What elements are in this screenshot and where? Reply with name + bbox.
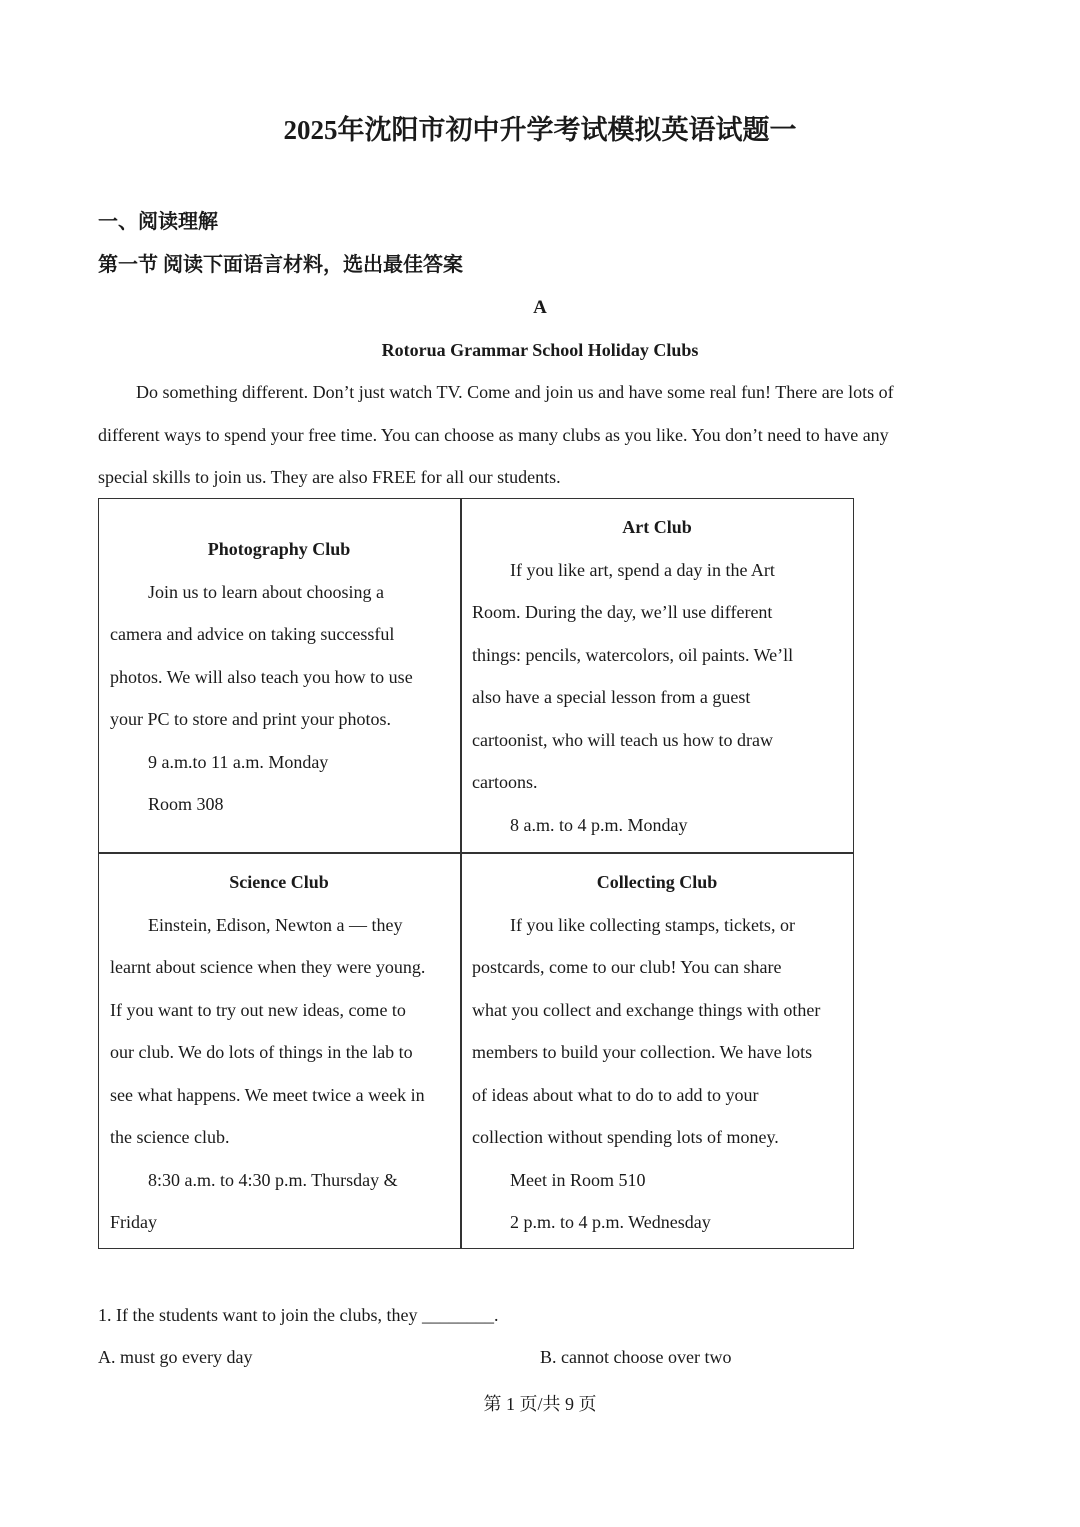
club-text-line: Einstein, Edison, Newton a — they	[148, 914, 403, 935]
club-text-line: cartoonist, who will teach us how to draw	[472, 729, 773, 750]
club-text-line: Room. During the day, we’ll use different	[472, 602, 773, 622]
table-divider-horizontal	[98, 852, 854, 854]
section-heading: 一、阅读理解	[98, 211, 218, 233]
club-text-line: learnt about science when they were young.	[110, 957, 426, 977]
club-text-line: If you want to try out new ideas, come to	[110, 999, 406, 1020]
club-text-line: camera and advice on taking successful	[110, 624, 395, 644]
club-text-line: Join us to learn about choosing a	[148, 581, 384, 602]
club-text-line: 2 p.m. to 4 p.m. Wednesday	[510, 1212, 711, 1232]
passage-title: Rotorua Grammar School Holiday Clubs	[381, 340, 699, 360]
club-text-line: your PC to store and print your photos.	[110, 709, 391, 729]
club-title-photography: Photography Club	[207, 539, 351, 559]
club-text-line: 8:30 a.m. to 4:30 p.m. Thursday &	[148, 1169, 398, 1190]
club-text-line: If you like art, spend a day in the Art	[510, 559, 775, 580]
club-text-line: what you collect and exchange things with other	[472, 999, 821, 1020]
intro-line: different ways to spend your free time. You can choose as many clubs as you like. You don’t need to have any	[98, 424, 889, 445]
club-text-line: photos. We will also teach you how to use	[110, 666, 413, 687]
subsection-heading: 第一节 阅读下面语言材料，选出最佳答案	[98, 254, 463, 276]
page-footer: 第 1 页/共 9 页	[483, 1394, 597, 1414]
intro-line: special skills to join us. They are also FREE for all our students.	[98, 467, 561, 487]
club-text-line: If you like collecting stamps, tickets, or	[510, 914, 795, 935]
club-text-line: 9 a.m.to 11 a.m. Monday	[148, 751, 329, 772]
club-text-line: our club. We do lots of things in the lab to	[110, 1042, 413, 1062]
club-text-line: of ideas about what to do to add to your	[472, 1084, 759, 1105]
club-text-line: cartoons.	[472, 772, 538, 792]
club-text-line: postcards, come to our club! You can share	[472, 957, 782, 977]
club-text-line: Friday	[110, 1212, 157, 1232]
club-text-line: Room 308	[148, 794, 224, 814]
club-title-science: Science Club	[229, 872, 329, 892]
club-text-line: also have a special lesson from a guest	[472, 687, 751, 707]
club-text-line: 8 a.m. to 4 p.m. Monday	[510, 814, 688, 835]
club-text-line: see what happens. We meet twice a week in	[110, 1084, 425, 1105]
question-1-option-a[interactable]: A. must go every day	[98, 1347, 253, 1367]
document-title: 2025年沈阳市初中升学考试模拟英语试题一	[283, 115, 797, 145]
intro-line: Do something different. Don’t just watch TV. Come and join us and have some real fun! There are lots of	[136, 382, 894, 402]
club-title-art: Art Club	[622, 517, 692, 537]
club-text-line: Meet in Room 510	[510, 1169, 646, 1190]
table-divider-vertical	[460, 498, 462, 1249]
club-text-line: things: pencils, watercolors, oil paints. We’ll	[472, 644, 794, 665]
question-1-option-b[interactable]: B. cannot choose over two	[540, 1347, 732, 1367]
passage-label: A	[533, 297, 547, 318]
club-text-line: collection without spending lots of money.	[472, 1127, 779, 1147]
club-text-line: the science club.	[110, 1127, 230, 1147]
club-title-collecting: Collecting Club	[596, 872, 718, 892]
question-1-stem: 1. If the students want to join the clubs, they ________.	[98, 1305, 499, 1325]
club-text-line: members to build your collection. We have lots	[472, 1042, 813, 1062]
